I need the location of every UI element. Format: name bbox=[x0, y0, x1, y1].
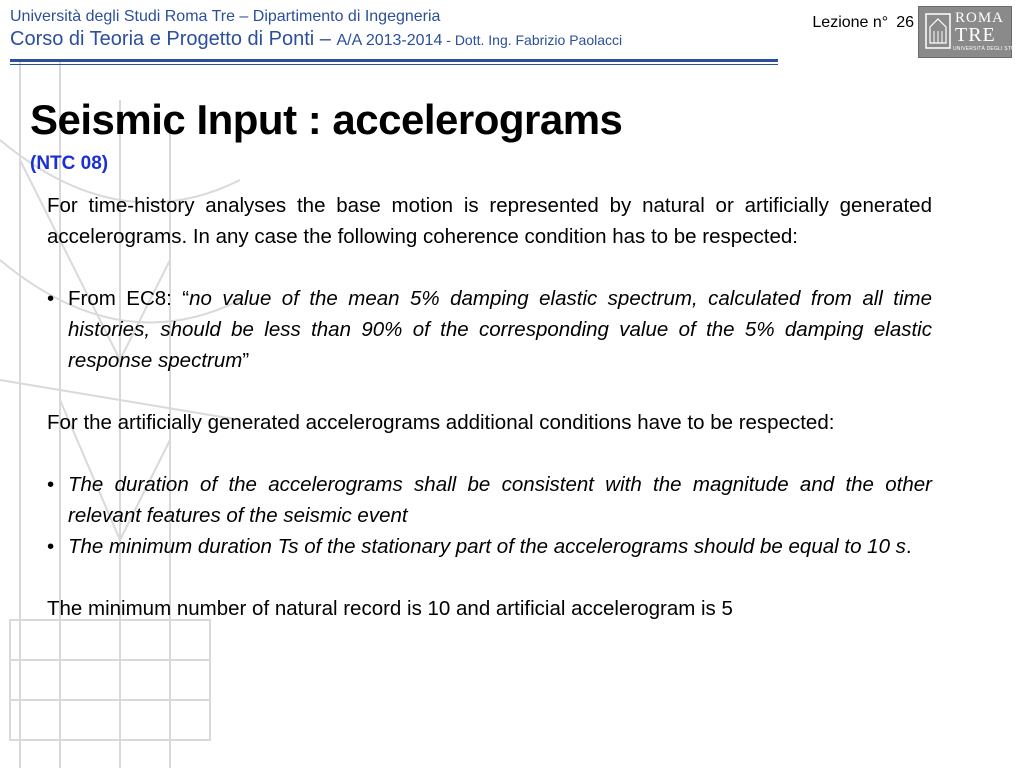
academic-year: A/A 2013-2014 bbox=[336, 32, 443, 49]
logo-text-roma: ROMA bbox=[955, 10, 1005, 26]
bullet-minimum-duration-text: The minimum duration Ts of the stationary part of the accelerograms should be equal to 10 s bbox=[68, 535, 906, 558]
lesson-number bbox=[812, 14, 914, 32]
logo-text-tre: TRE bbox=[955, 24, 996, 46]
lesson-value: 26 bbox=[896, 14, 914, 31]
header-divider-thin bbox=[10, 64, 778, 65]
university-seal-icon bbox=[925, 13, 951, 49]
header-divider bbox=[10, 59, 778, 62]
slide-body bbox=[47, 190, 932, 624]
slide-title: Seismic Input : accelerograms bbox=[30, 96, 623, 143]
roma-tre-logo bbox=[918, 6, 1021, 58]
bullet-minimum-duration bbox=[47, 531, 932, 562]
university-name: Università degli Studi Roma Tre – Dipartimento di Ingegneria bbox=[10, 8, 441, 25]
bullet-ec8-suffix: ” bbox=[242, 349, 250, 372]
header-separator: - bbox=[442, 32, 455, 48]
course-name: Corso di Teoria e Progetto di Ponti – bbox=[10, 28, 337, 50]
bullet-minimum-duration-suffix: . bbox=[905, 535, 912, 558]
bullet-ec8 bbox=[47, 283, 932, 376]
bullet-marker: • bbox=[47, 473, 55, 496]
teacher-name: Dott. Ing. Fabrizio Paolacci bbox=[454, 32, 623, 48]
bullet-duration bbox=[47, 469, 932, 531]
lesson-label: Lezione n° bbox=[812, 14, 889, 31]
bullet-ec8-prefix: From EC8: “ bbox=[68, 287, 190, 310]
artificial-paragraph: For the artificially generated accelerograms additional conditions have to be respected: bbox=[47, 411, 835, 434]
bullet-duration-text: The duration of the accelerograms shall be consistent with the magnitude and the other relevant features of the seismic event bbox=[68, 473, 932, 527]
bullet-marker: • bbox=[47, 287, 55, 310]
logo-text-university: UNIVERSITÀ DEGLI STUDI bbox=[953, 46, 1021, 52]
bullet-ec8-quote: no value of the mean 5% damping elastic spectrum, calculated from all time histories, should be less than 90% of the corresponding value of the 5% damping elastic response spectrum bbox=[68, 287, 932, 372]
closing-paragraph: The minimum number of natural record is 10 and artificial accelerogram is 5 bbox=[47, 597, 733, 620]
slide-subtitle: (NTC 08) bbox=[30, 153, 109, 174]
intro-paragraph: For time-history analyses the base motion is represented by natural or artificially generated accelerograms. In any case the following coherence condition has to be respected: bbox=[47, 194, 932, 248]
bullet-marker: • bbox=[47, 535, 55, 558]
course-line bbox=[10, 28, 622, 51]
